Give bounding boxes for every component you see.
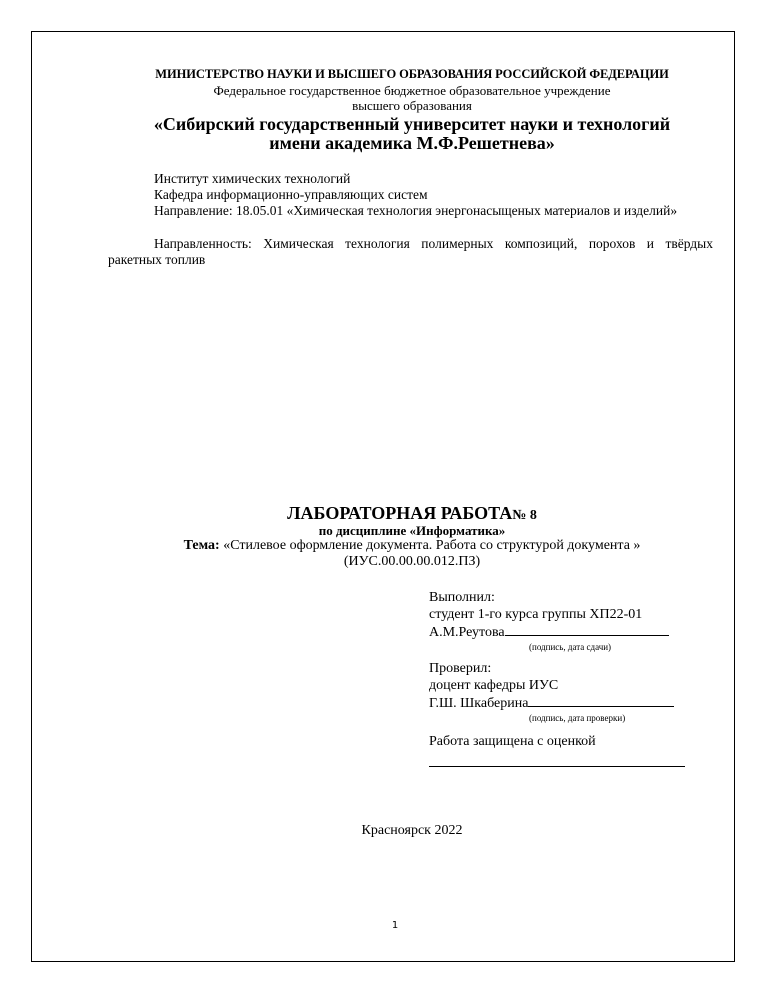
- university-name-line2: имени академика М.Ф.Решетнева»: [269, 133, 555, 153]
- page-number: 1: [391, 920, 399, 931]
- lab-work-title: [108, 503, 716, 524]
- checked-position: доцент кафедры ИУС: [429, 677, 559, 693]
- performed-signature-line: [505, 623, 669, 636]
- higher-education-line: высшего образования: [352, 98, 472, 113]
- result-grade-line: [429, 765, 685, 767]
- specialization-paragraph: Направленность: Химическая технология полимерных композиций, порохов и твёрдых ракетных топлив: [108, 236, 713, 267]
- performed-caption: (подпись, дата сдачи): [529, 641, 612, 652]
- performed-name: А.М.Реутова: [429, 625, 505, 640]
- lab-work-number: № 8: [512, 508, 537, 523]
- theme-line: [108, 538, 716, 554]
- checked-caption: (подпись, дата проверки): [529, 712, 626, 723]
- lab-work-title-text: ЛАБОРАТОРНАЯ РАБОТА: [287, 503, 513, 523]
- performed-student: студент 1-го курса группы ХП22-01: [429, 606, 643, 622]
- discipline-line: по дисциплине «Информатика»: [318, 523, 506, 538]
- checked-name: Г.Ш. Шкаберина: [429, 696, 529, 711]
- checked-name-row: [429, 694, 719, 713]
- university-name-line1: «Сибирский государственный университет науки и технологий: [153, 114, 671, 134]
- performed-label: Выполнил:: [429, 590, 495, 605]
- federal-institution-line: Федеральное государственное бюджетное образовательное учреждение: [213, 83, 611, 98]
- result-label: Работа защищена с оценкой: [429, 734, 596, 749]
- document-code: (ИУС.00.00.00.012.ПЗ): [343, 554, 481, 569]
- city-year: Красноярск 2022: [361, 823, 463, 838]
- direction-paragraph: Направление: 18.05.01 «Химическая технология энергонасыщеных материалов и изделий»: [154, 203, 678, 218]
- ministry-heading: МИНИСТЕРСТВО НАУКИ И ВЫСШЕГО ОБРАЗОВАНИЯ РОССИЙСКОЙ ФЕДЕРАЦИИ: [155, 67, 669, 81]
- performed-name-row: [429, 623, 719, 642]
- theme-text: «Стилевое оформление документа. Работа со структурой документа »: [219, 538, 641, 553]
- department-line: Кафедра информационно-управляющих систем: [154, 187, 428, 202]
- checked-label: Проверил:: [429, 661, 492, 676]
- performed-block: [429, 590, 719, 653]
- theme-label: Тема:: [183, 538, 220, 553]
- checked-block: [429, 661, 719, 724]
- checked-signature-line: [528, 694, 674, 707]
- institute-line: Институт химических технологий: [154, 171, 351, 186]
